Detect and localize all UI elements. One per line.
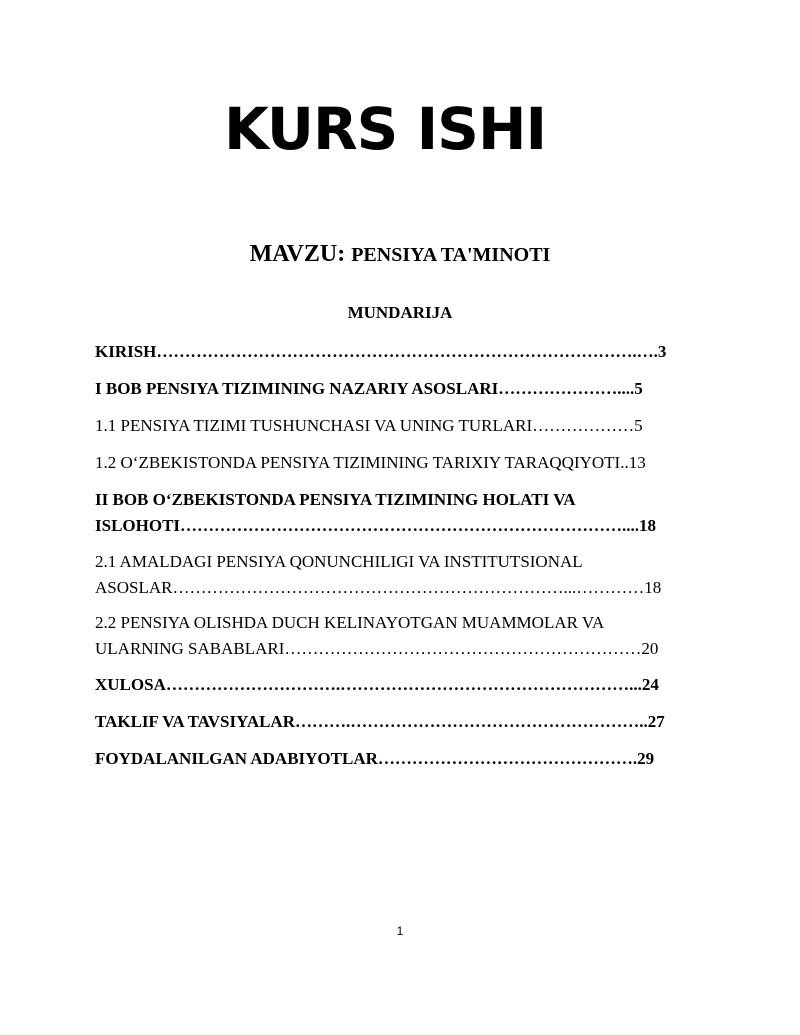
toc-entry-adabiyotlar: FOYDALANILGAN ADABIYOTLAR……………………………………….29 xyxy=(95,749,655,768)
document-title: KURS ISHI xyxy=(223,95,547,163)
toc-entry-section-2-2 xyxy=(95,610,703,662)
toc-entry-chapter-1: I BOB PENSIYA TIZIMINING NAZARIY ASOSLARI…………………....5 xyxy=(95,379,643,398)
toc-entry-section-2-2-line-2: ULARNING SABABLARI………………………………………………………20 xyxy=(95,639,659,658)
toc-heading: MUNDARIJA xyxy=(347,303,453,322)
topic-heading xyxy=(0,240,800,269)
toc-entry-section-1-2: 1.2 O‘ZBEKISTONDA PENSIYA TIZIMINING TARIXIY TARAQQIYOTI..13 xyxy=(95,453,646,472)
topic-value: PENSIYA TA'MINOTI xyxy=(351,244,551,266)
toc-entry-kirish: KIRISH………………………………………………………………………….….3 xyxy=(95,342,667,361)
toc-entry-xulosa: XULOSA………………………….……………………………………………...24 xyxy=(95,675,659,694)
topic-label: MAVZU: xyxy=(249,241,346,267)
toc-entry-section-2-1 xyxy=(95,549,703,601)
page-number: 1 xyxy=(396,924,404,938)
toc-entry-chapter-2-line-2: ISLOHOTI……………………………………………………………………....18 xyxy=(95,516,657,535)
toc-entry-section-2-2-line-1: 2.2 PENSIYA OLISHDA DUCH KELINAYOTGAN MUAMMOLAR VA xyxy=(95,613,605,632)
toc-entry-taklif: TAKLIF VA TAVSIYALAR……….……………………………………………..27 xyxy=(95,712,665,731)
toc-entry-chapter-2-line-1: II BOB O‘ZBEKISTONDA PENSIYA TIZIMINING HOLATI VA xyxy=(95,490,576,509)
toc-entry-section-2-1-line-2: ASOSLAR……………………………………………………………...…………18 xyxy=(95,578,662,597)
toc-entry-section-2-1-line-1: 2.1 AMALDAGI PENSIYA QONUNCHILIGI VA INSTITUTSIONAL xyxy=(95,552,583,571)
toc-entry-chapter-2 xyxy=(95,487,703,539)
toc-entry-section-1-1: 1.1 PENSIYA TIZIMI TUSHUNCHASI VA UNING TURLARI………………5 xyxy=(95,416,643,435)
